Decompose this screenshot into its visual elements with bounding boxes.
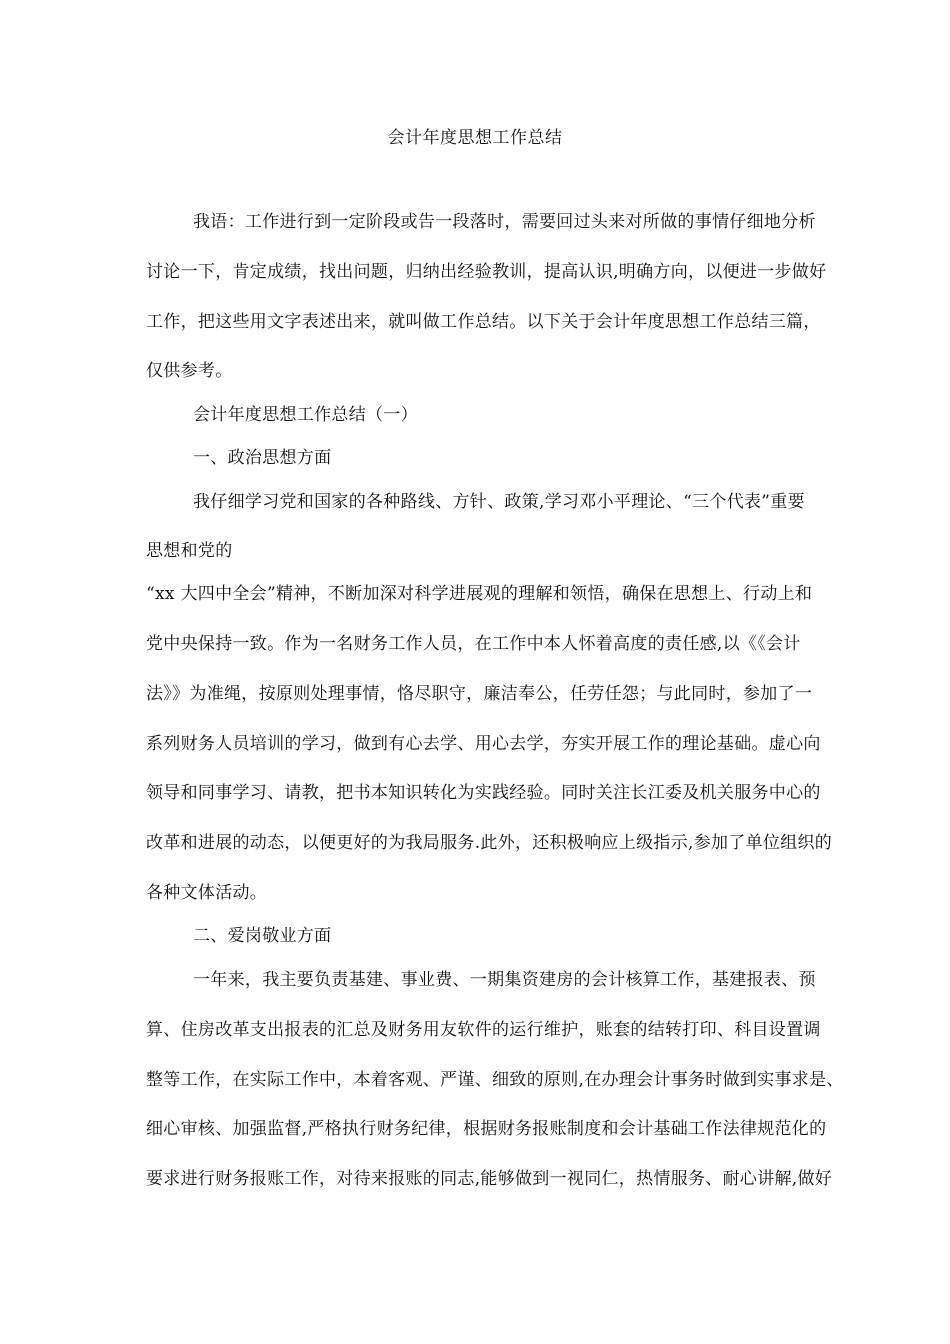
paragraph-line: “xx 大四中全会”精神，不断加深对科学进展观的理解和领悟，确保在思想上、行动上和 bbox=[146, 584, 813, 604]
paragraph-line: 仅供参考。 bbox=[146, 361, 233, 381]
paragraph-line: 法》》为准绳，按原则处理事情，恪尽职守，廉洁奉公，任劳任怨；与此同时，参加了一 bbox=[146, 684, 813, 704]
document-title: 会计年度思想工作总结 bbox=[387, 128, 563, 148]
subsection-heading: 二、爱岗敬业方面 bbox=[193, 926, 332, 946]
paragraph-line: 一年来，我主要负责基建、事业费、一期集资建房的会计核算工作，基建报表、预 bbox=[193, 970, 816, 990]
paragraph-line: 整等工作，在实际工作中，本着客观、严谨、细致的原则,在办理会计事务时做到实事求是、 bbox=[146, 1070, 844, 1090]
section-heading: 会计年度思想工作总结（一） bbox=[193, 405, 418, 425]
paragraph-line: 细心审核、加强监督,严格执行财务纪律，根据财务报账制度和会计基础工作法律规范化的 bbox=[146, 1119, 827, 1139]
paragraph-line: 算、住房改革支出报表的汇总及财务用友软件的运行维护，账套的结转打印、科目设置调 bbox=[146, 1020, 821, 1040]
paragraph-line: 要求进行财务报账工作，对待来报账的同志,能够做到一视同仁，热情服务、耐心讲解,做好 bbox=[146, 1169, 833, 1189]
paragraph-line: 讨论一下，肯定成绩，找出问题，归纳出经验教训，提高认识,明确方向，以便进一步做好 bbox=[146, 262, 827, 282]
paragraph-line: 各种文体活动。 bbox=[146, 883, 268, 903]
paragraph-line: 领导和同事学习、请教，把书本知识转化为实践经验。同时关注长江委及机关服务中心的 bbox=[146, 783, 821, 803]
subsection-heading: 一、政治思想方面 bbox=[193, 448, 332, 468]
paragraph-line: 系列财务人员培训的学习，做到有心去学、用心去学，夯实开展工作的理论基础。虚心向 bbox=[146, 734, 821, 754]
paragraph-line: 我语：工作进行到一定阶段或告一段落时，需要回过头来对所做的事情仔细地分析 bbox=[193, 212, 816, 232]
paragraph-line: 工作，把这些用文字表述出来，就叫做工作总结。以下关于会计年度思想工作总结三篇， bbox=[146, 312, 821, 332]
paragraph-line: 我仔细学习党和国家的各种路线、方针、政策,学习邓小平理论、“三个代表”重要 bbox=[193, 492, 805, 512]
paragraph-line: 思想和党的 bbox=[146, 541, 233, 561]
paragraph-line: 改革和进展的动态，以便更好的为我局服务.此外，还积极响应上级指示,参加了单位组织的 bbox=[146, 833, 833, 853]
paragraph-line: 党中央保持一致。作为一名财务工作人员，在工作中本人怀着高度的责任感,以《《会计 bbox=[146, 634, 801, 654]
